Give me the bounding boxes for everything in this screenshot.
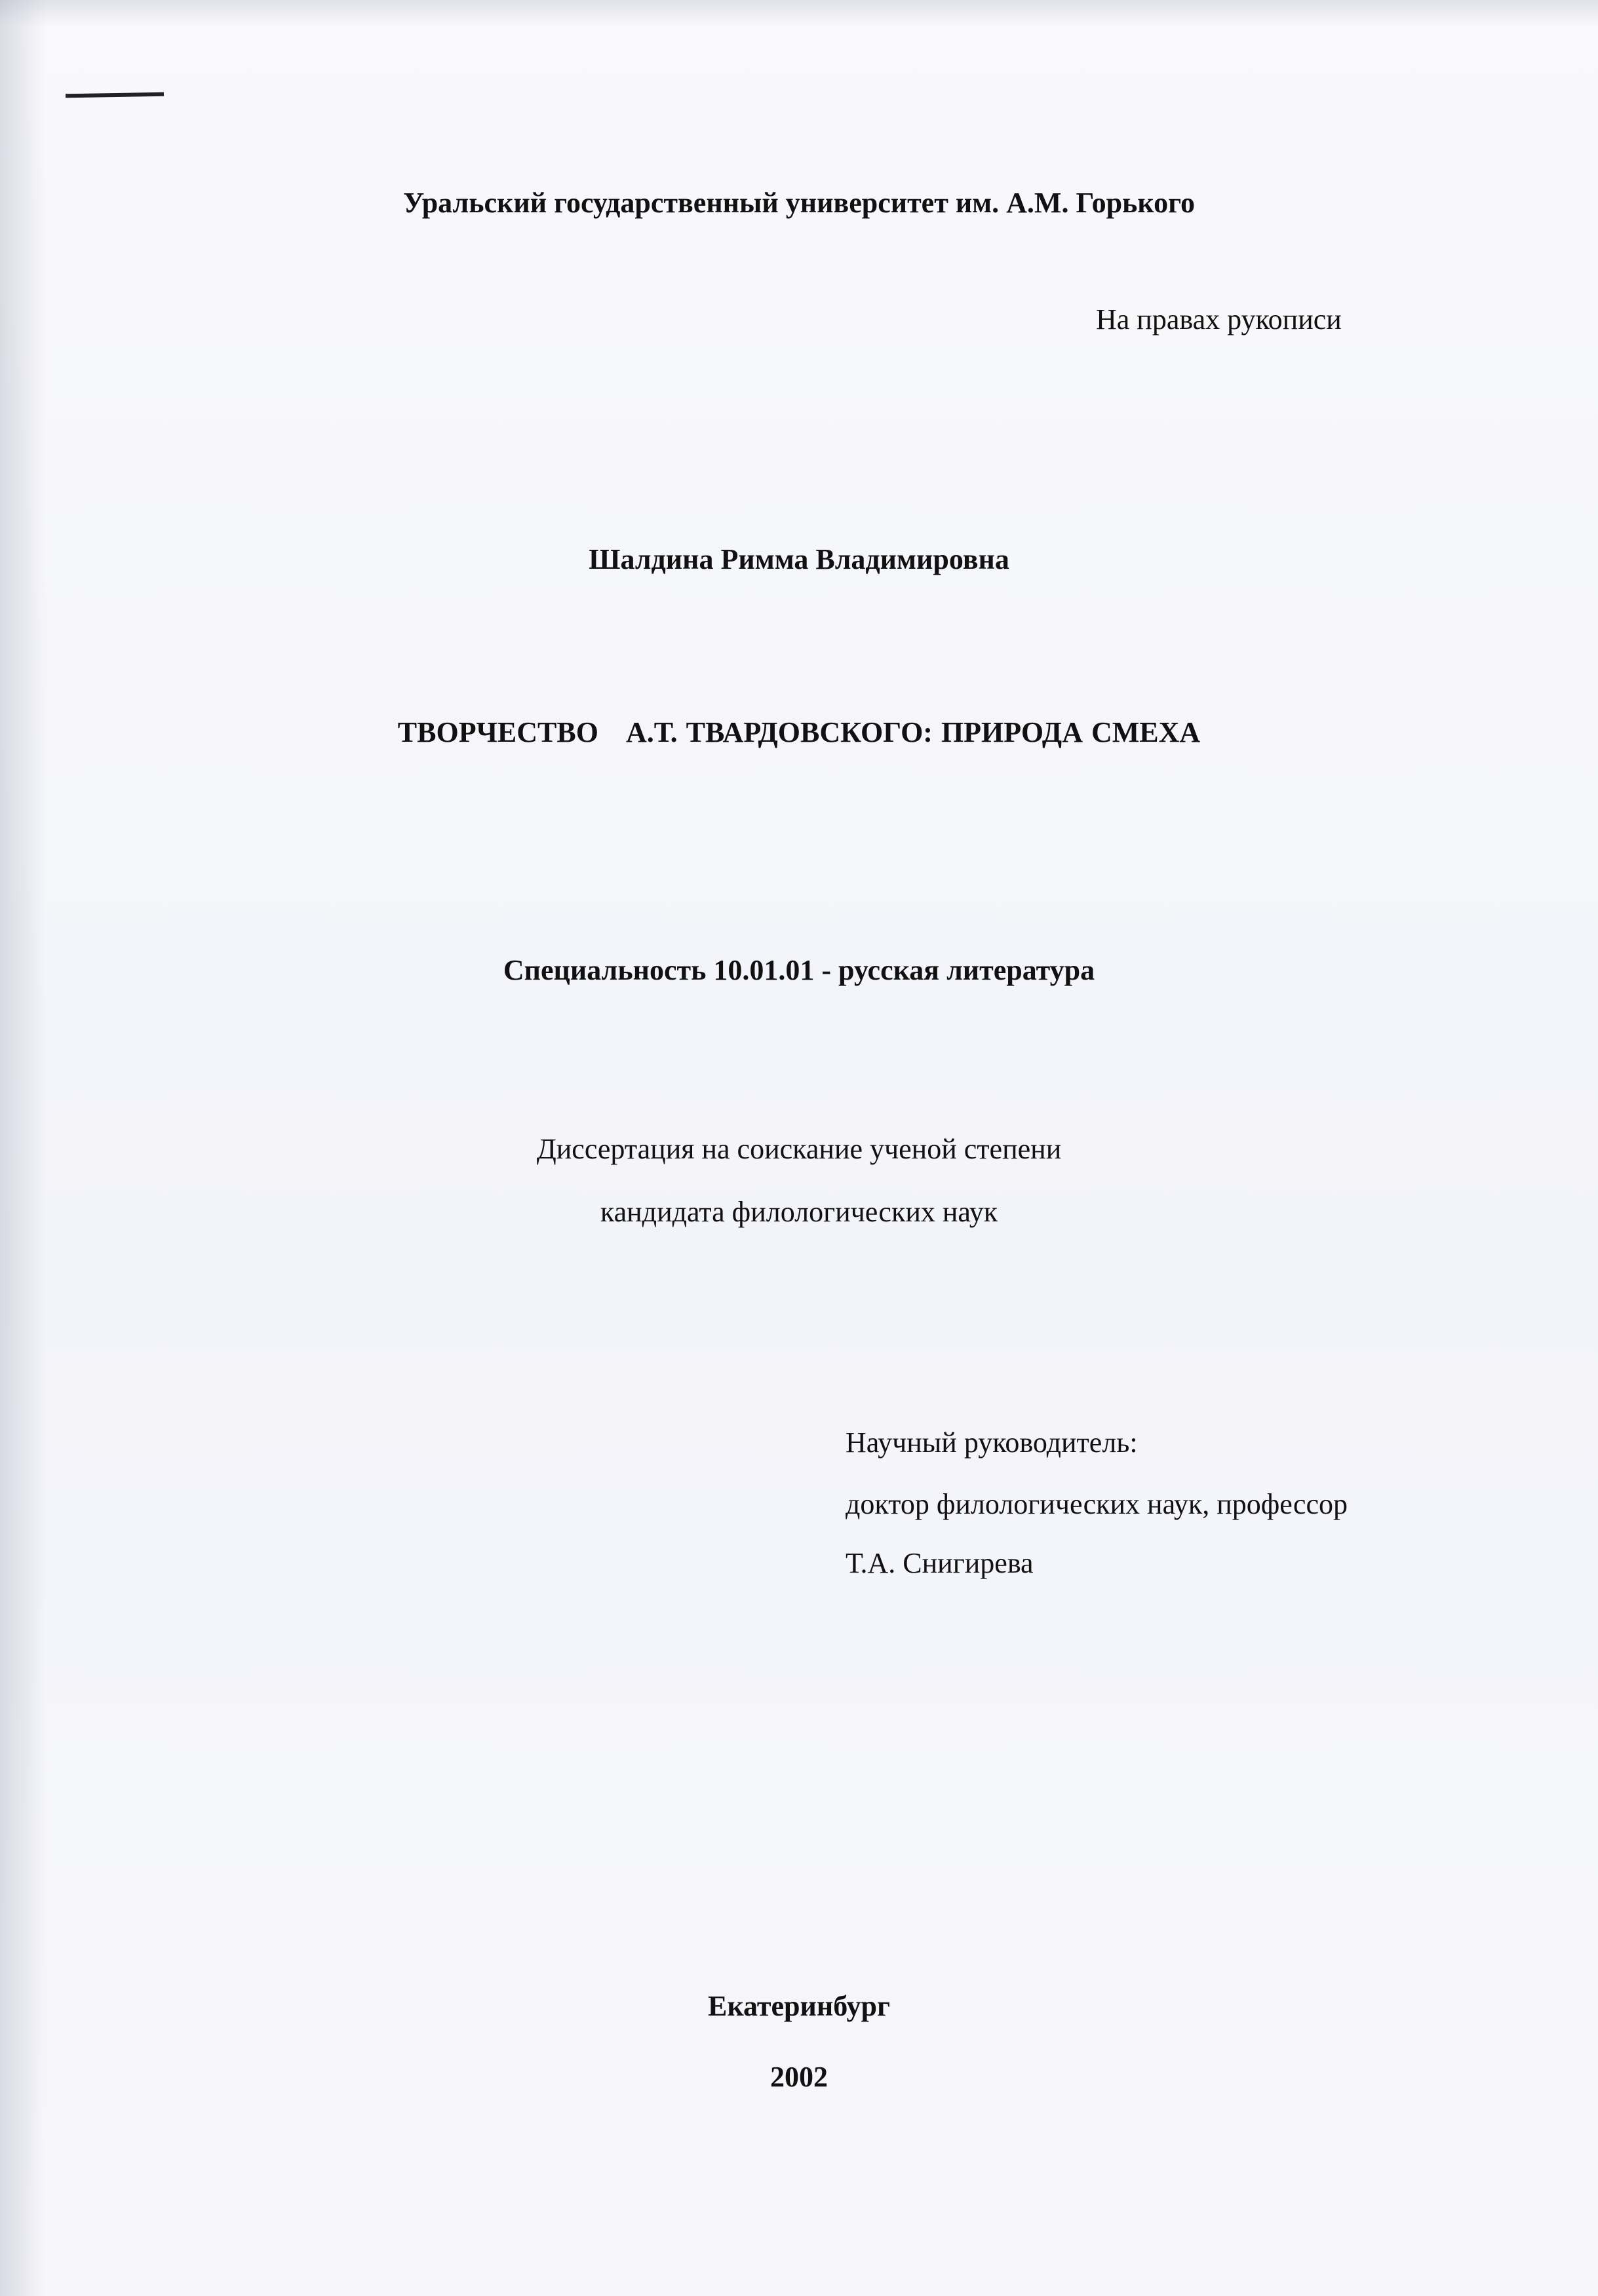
university-name: Уральский государственный университет им. А.М. Горького [403,187,1195,219]
year: 2002 [770,2061,828,2093]
manuscript-note: На правах рукописи [1096,303,1342,335]
author-name: Шалдина Римма Владимировна [589,543,1009,575]
specialty: Специальность 10.01.01 - русская литература [503,954,1095,986]
dissertation-title [0,718,1598,747]
supervisor-name: Т.А. Снигирева [846,1547,1034,1579]
pen-dash-mark [66,92,164,98]
supervisor-title: доктор филологических наук, профессор [846,1488,1348,1520]
supervisor-label: Научный руководитель: [846,1426,1138,1459]
degree-line-2: кандидата филологических наук [600,1196,998,1228]
scan-shadow-top [0,0,1598,26]
city: Екатеринбург [708,1990,890,2022]
title-part-2: А.Т. ТВАРДОВСКОГО: ПРИРОДА СМЕХА [625,716,1201,748]
title-part-1: ТВОРЧЕСТВО [397,716,598,748]
degree-line-1: Диссертация на соискание ученой степени [536,1133,1062,1165]
